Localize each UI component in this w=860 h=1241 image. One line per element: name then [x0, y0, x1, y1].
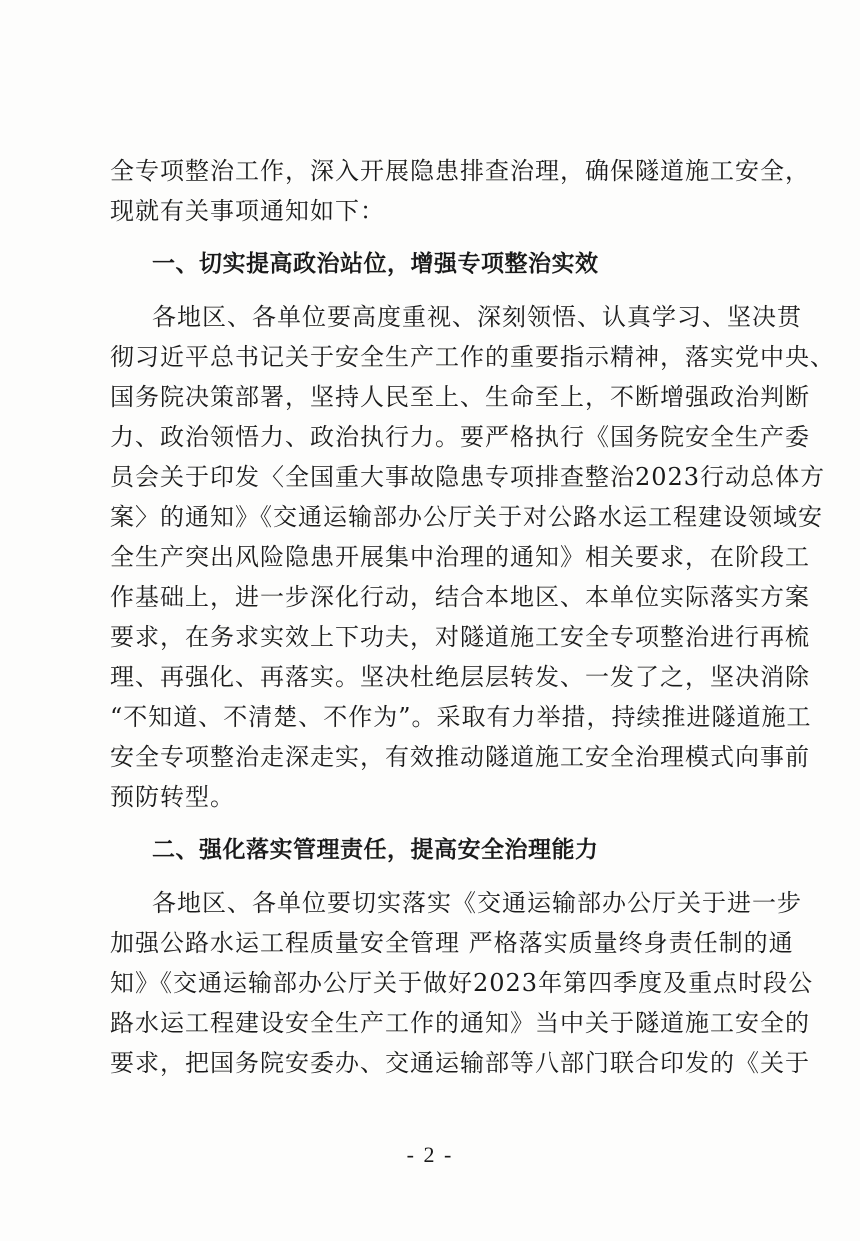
text-line: 全生产突出风险隐患开展集中治理的通知》相关要求，在阶段工 [110, 543, 810, 571]
text-line: 路水运工程建设安全生产工作的通知》当中关于隧道施工安全的 [110, 1009, 810, 1037]
page-number: - 2 - [406, 1142, 454, 1167]
text-line: 各地区、各单位要高度重视、深刻领悟、认真学习、坚决贯 [152, 303, 802, 331]
text-line: 现就有关事项通知如下： [110, 197, 385, 225]
text-line: 员会关于印发〈全国重大事故隐患专项排查整治2023行动总体方 [110, 463, 826, 491]
section-heading-2: 二、强化落实管理责任，提高安全治理能力 [152, 837, 599, 863]
text-line: 要求，在务求实效上下功夫，对隧道施工安全专项整治进行再梳 [110, 623, 810, 651]
text-line: 加强公路水运工程质量安全管理 严格落实质量终身责任制的通 [110, 929, 794, 957]
text-line: 知》《交通运输部办公厅关于做好2023年第四季度及重点时段公 [110, 969, 814, 997]
text-line: 彻习近平总书记关于安全生产工作的重要指示精神，落实党中央、 [110, 343, 835, 371]
section-heading-1: 一、切实提高政治站位，增强专项整治实效 [152, 251, 599, 277]
text-line: 各地区、各单位要切实落实《交通运输部办公厅关于进一步 [152, 889, 802, 917]
text-line: 力、政治领悟力、政治执行力。要严格执行《国务院安全生产委 [110, 423, 810, 451]
text-line: 安全专项整治走深走实，有效推动隧道施工安全治理模式向事前 [110, 743, 810, 771]
document-body [110, 151, 835, 1083]
text-line: 作基础上，进一步深化行动，结合本地区、本单位实际落实方案 [110, 583, 810, 611]
text-line: “不知道、不清楚、不作为”。采取有力举措，持续推进隧道施工 [110, 703, 812, 731]
text-line: 全专项整治工作，深入开展隐患排查治理，确保隧道施工安全， [110, 157, 810, 185]
text-line: 理、再强化、再落实。坚决杜绝层层转发、一发了之，坚决消除 [110, 663, 810, 691]
text-line: 预防转型。 [110, 783, 235, 811]
text-line: 国务院决策部署，坚持人民至上、生命至上，不断增强政治判断 [110, 383, 810, 411]
text-line: 要求，把国务院安委办、交通运输部等八部门联合印发的《关于 [110, 1049, 810, 1077]
text-line: 案〉的通知》《交通运输部办公厅关于对公路水运工程建设领域安 [110, 503, 823, 531]
